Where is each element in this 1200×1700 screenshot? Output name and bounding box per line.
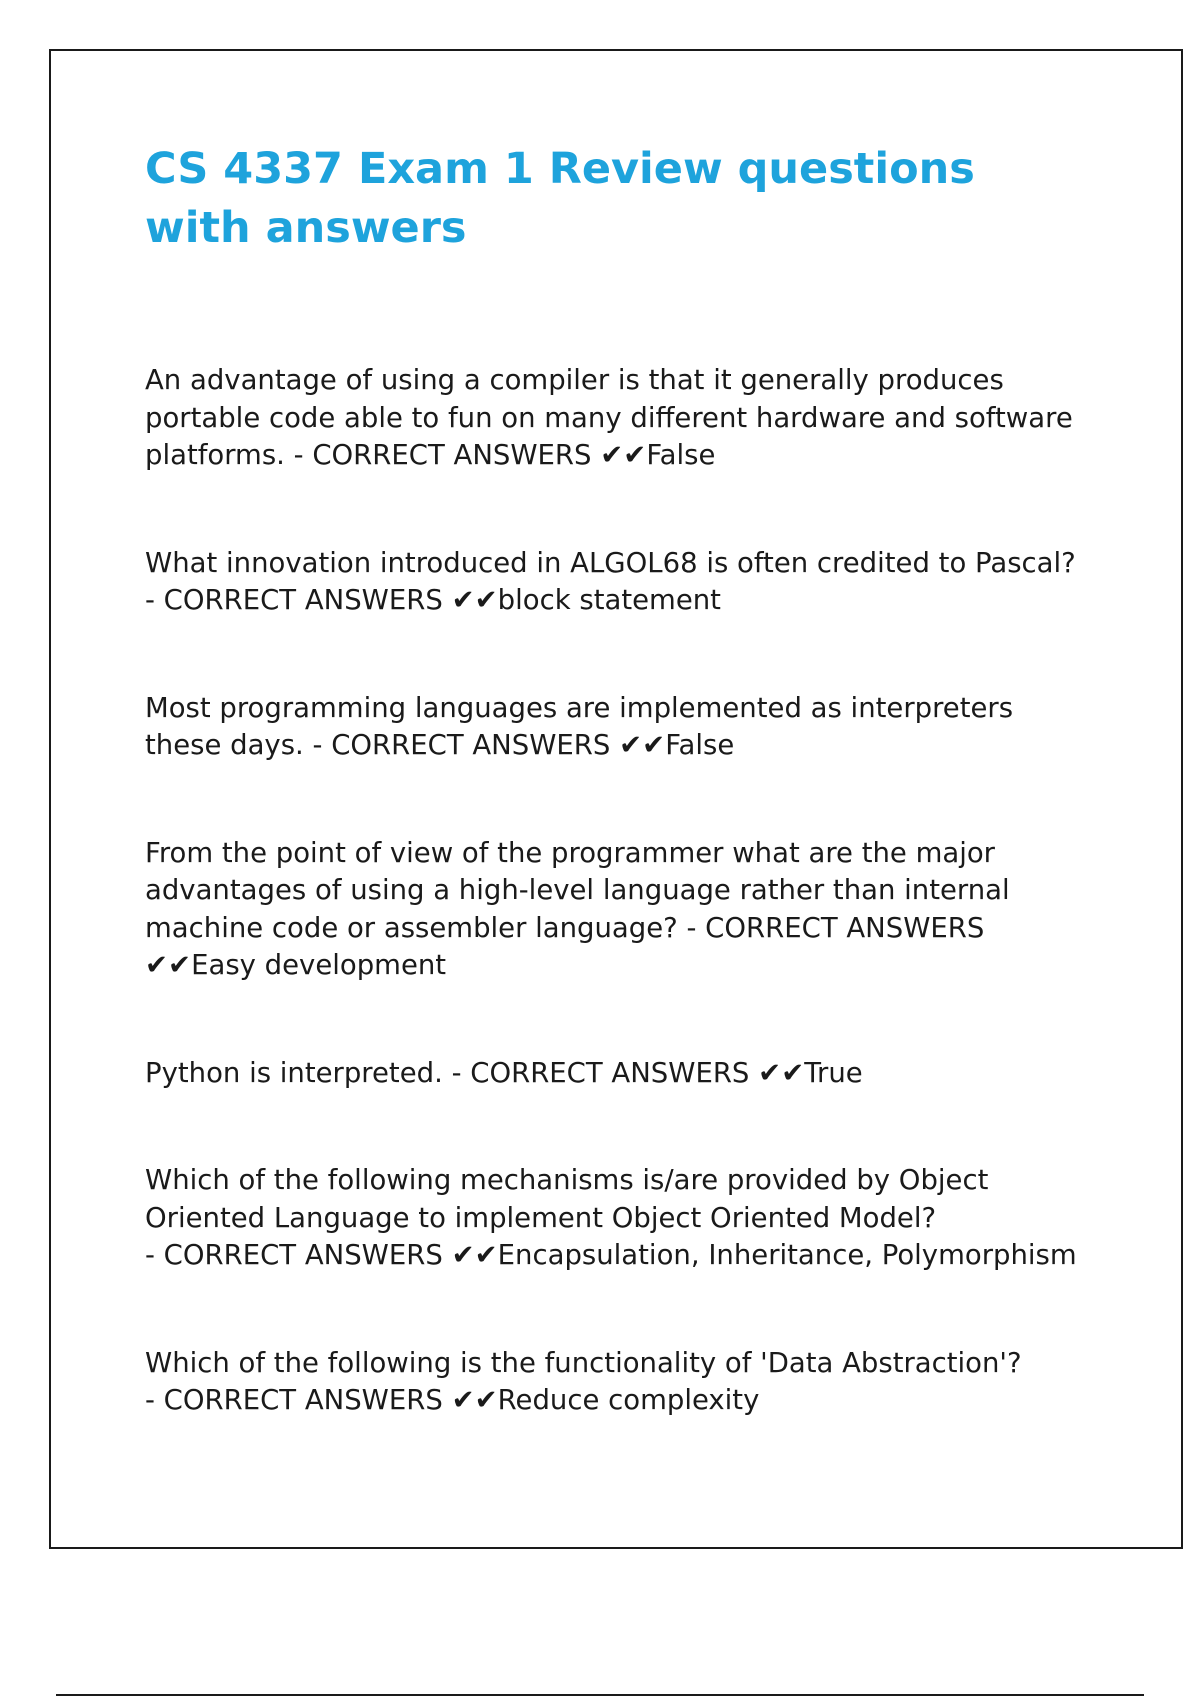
answer-prefix: - CORRECT ANSWERS xyxy=(686,911,985,944)
answer-text: False xyxy=(665,729,735,761)
answer-text: False xyxy=(646,439,716,471)
qa-item xyxy=(145,545,1095,620)
question-text: Python is interpreted. xyxy=(145,1056,443,1089)
qa-item xyxy=(145,690,1095,765)
qa-item xyxy=(145,1345,1095,1420)
qa-item xyxy=(145,835,1095,985)
answer-text: Encapsulation, Inheritance, Polymorphism xyxy=(497,1239,1077,1271)
qa-item xyxy=(145,362,1095,475)
answer-prefix: - CORRECT ANSWERS xyxy=(312,729,611,761)
question-text: Which of the following mechanisms is/are provided by Object Oriented Language to implement Object Oriented Model? xyxy=(145,1164,989,1234)
document-body xyxy=(145,140,1095,1490)
answer-prefix: - CORRECT ANSWERS xyxy=(451,1056,750,1089)
double-check-icon: ✔✔ xyxy=(451,1384,498,1416)
page-bottom-divider xyxy=(56,1694,1144,1696)
title-line-1: CS 4337 Exam 1 Review questions xyxy=(145,144,975,194)
question-text: What innovation introduced in ALGOL68 is often credited to Pascal? xyxy=(145,546,1076,579)
answer-text: Reduce complexity xyxy=(497,1384,760,1416)
double-check-icon: ✔✔ xyxy=(451,584,498,616)
question-text: Most programming languages are implemented as interpreters these days. xyxy=(145,691,1014,761)
question-text: Which of the following is the functionality of 'Data Abstraction'? xyxy=(145,1346,1022,1379)
answer-text: Easy development xyxy=(191,949,447,981)
question-text: From the point of view of the programmer what are the major advantages of using a high-level language rather than internal machine code or assembler language? xyxy=(145,836,1010,944)
answer-prefix: - CORRECT ANSWERS xyxy=(145,1384,443,1416)
answer-text: block statement xyxy=(497,584,721,616)
answer-prefix: - CORRECT ANSWERS xyxy=(293,439,592,471)
double-check-icon: ✔✔ xyxy=(600,439,647,471)
answer-text: True xyxy=(804,1056,863,1089)
answer-prefix: - CORRECT ANSWERS xyxy=(145,1239,443,1271)
double-check-icon: ✔✔ xyxy=(619,729,666,761)
double-check-icon: ✔✔ xyxy=(451,1239,498,1271)
double-check-icon: ✔✔ xyxy=(145,949,192,981)
double-check-icon: ✔✔ xyxy=(758,1056,805,1089)
document-title xyxy=(145,140,1095,258)
question-text: An advantage of using a compiler is that it generally produces portable code able to fun on many different hardware and software platforms. xyxy=(145,364,1073,471)
title-line-2: with answers xyxy=(145,203,467,253)
qa-item xyxy=(145,1055,1095,1093)
answer-prefix: - CORRECT ANSWERS xyxy=(145,584,443,616)
qa-item xyxy=(145,1162,1095,1275)
qa-list xyxy=(145,362,1095,1420)
